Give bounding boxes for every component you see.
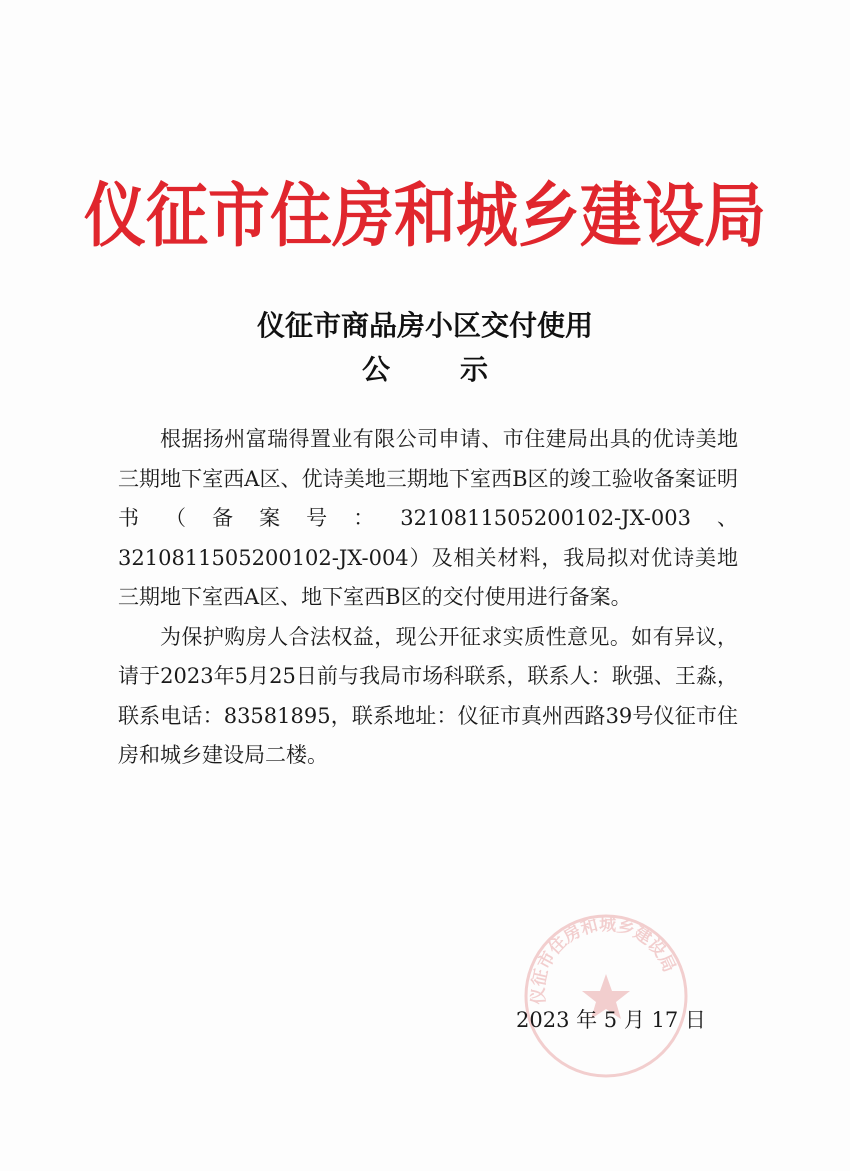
document-title: 仪征市商品房小区交付使用 bbox=[256, 309, 593, 342]
issuer-header: 仪征市住房和城乡建设局 bbox=[83, 174, 766, 257]
official-seal-stamp bbox=[522, 912, 690, 1080]
document-date: 2023 年 5 月 17 日 bbox=[516, 1008, 706, 1032]
seal-text: 仪征市住房和城乡建设局 bbox=[528, 915, 680, 1005]
document-body bbox=[118, 420, 738, 776]
paragraph-application: 根据扬州富瑞得置业有限公司申请、市住建局出具的优诗美地三期地下室西A区、优诗美地三期地下室西B区的竣工验收备案证明书（备案号：321081150520010​2-JX-003、3210811505200102-JX-004）及相关材料，我局拟对优诗美地三期地下室西A区、地下室西B区的交付使用进行备案。 bbox=[118, 427, 738, 609]
document-subtitle: 公示 bbox=[361, 353, 558, 386]
paragraph-objection: 为保护购房人合法权益，现公开征求实质性意见。如有异议，请于2023年5月25日前与我局市场科联系，联系人：耿强、王淼，联系电话：83581895，联系地址：仪征市真州西路39号仪征市住房和城乡建设局二楼。 bbox=[118, 624, 738, 767]
